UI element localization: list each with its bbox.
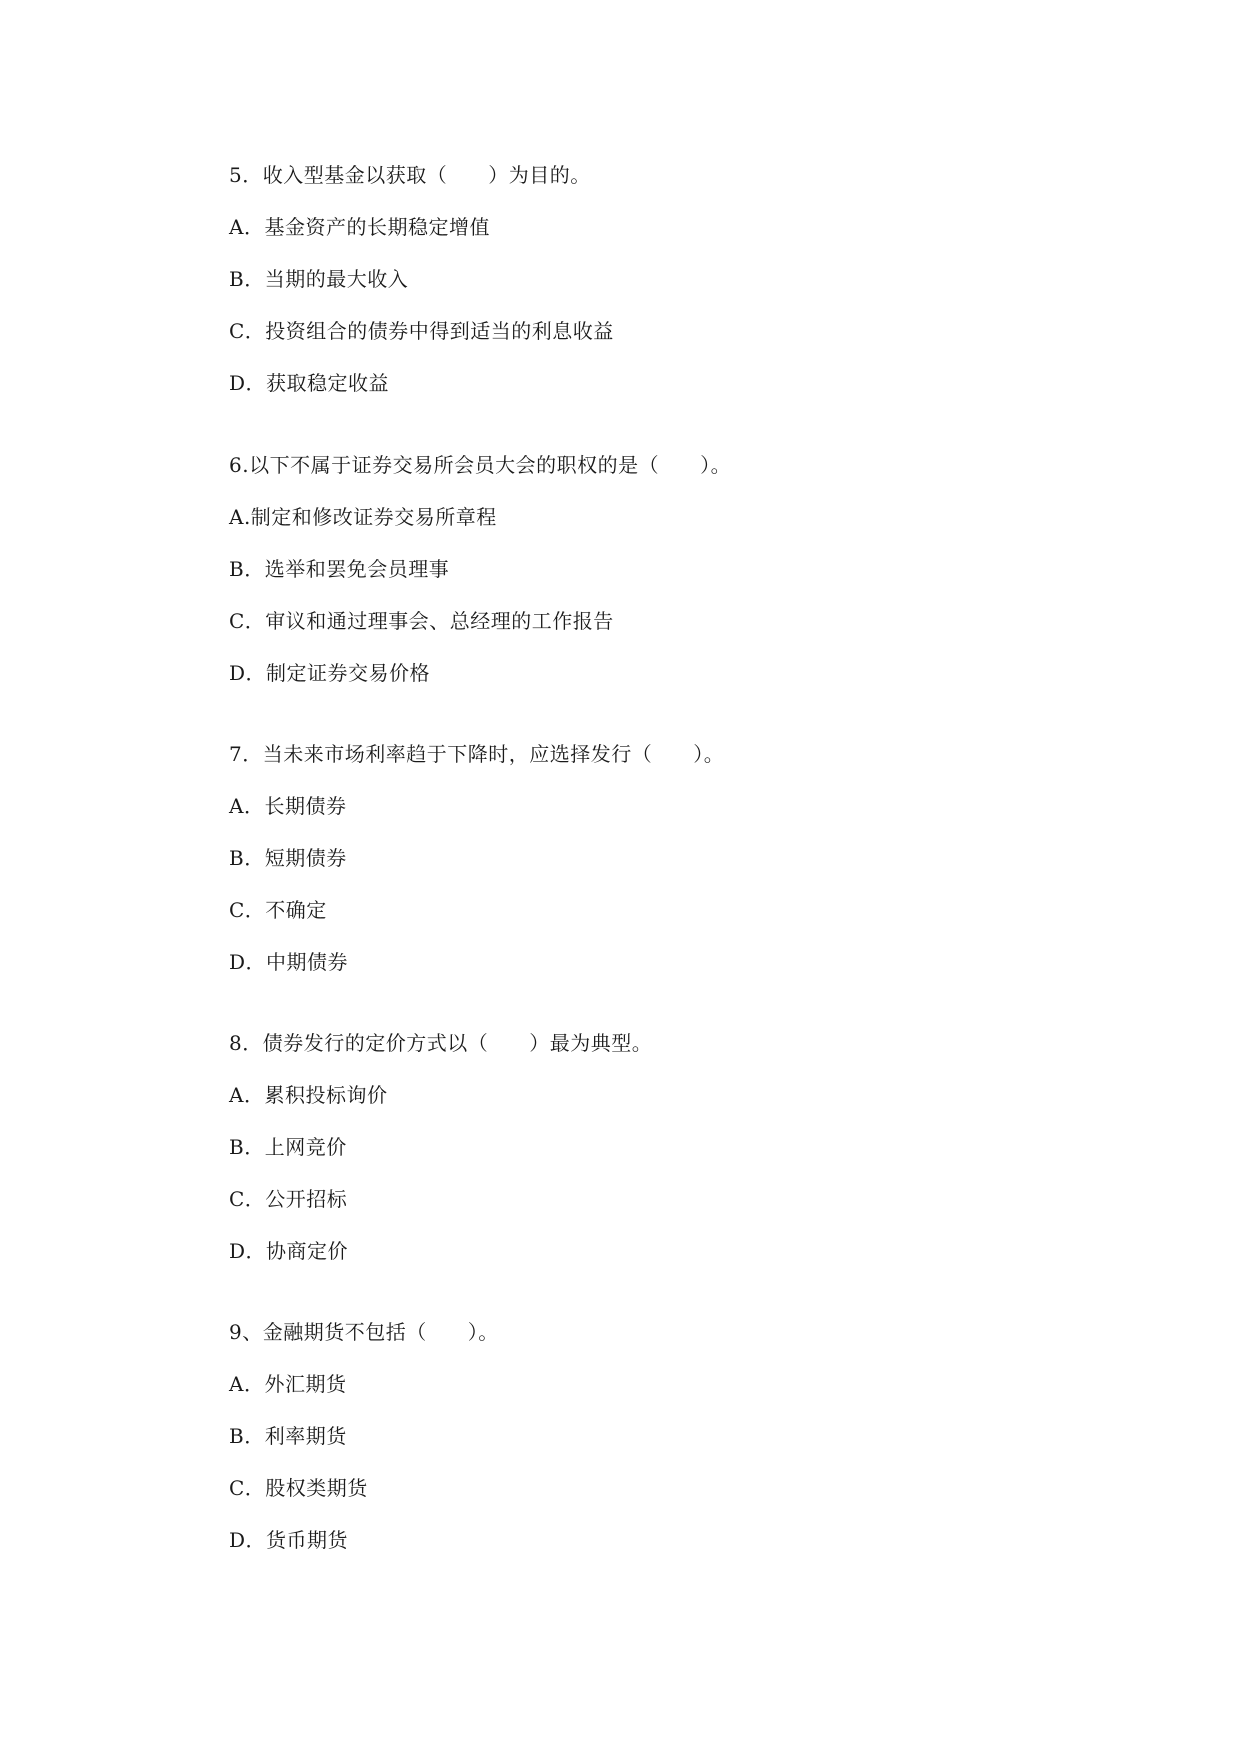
option-d: D．中期债券: [229, 950, 349, 974]
option-c: C．公开招标: [229, 1187, 348, 1211]
option-b: B．短期债券: [229, 846, 347, 870]
option-a: A．长期债券: [229, 794, 347, 818]
question-stem: 8．债券发行的定价方式以（ ）最为典型。: [229, 1031, 653, 1055]
question-8: [229, 1030, 1129, 1264]
option-a: A．基金资产的长期稳定增值: [229, 215, 490, 239]
option-d: D．制定证券交易价格: [229, 661, 431, 685]
option-b: B．选举和罢免会员理事: [229, 557, 450, 581]
option-b: B．当期的最大收入: [229, 267, 409, 291]
option-c: C．股权类期货: [229, 1476, 368, 1500]
option-d: D．协商定价: [229, 1239, 349, 1263]
option-d: D．货币期货: [229, 1528, 349, 1552]
question-9: [229, 1319, 1129, 1553]
question-stem: 7．当未来市场利率趋于下降时，应选择发行（ ）。: [229, 742, 725, 766]
option-b: B．上网竞价: [229, 1135, 347, 1159]
question-6: [229, 452, 1129, 686]
option-a: A.制定和修改证券交易所章程: [229, 505, 497, 529]
question-7: [229, 741, 1129, 975]
option-d: D．获取稳定收益: [229, 371, 390, 395]
option-c: C．审议和通过理事会、总经理的工作报告: [229, 609, 614, 633]
question-stem: 5．收入型基金以获取（ ）为目的。: [229, 163, 591, 187]
option-c: C．不确定: [229, 898, 327, 922]
option-a: A．累积投标询价: [229, 1083, 388, 1107]
option-a: A．外汇期货: [229, 1372, 347, 1396]
option-b: B．利率期货: [229, 1424, 347, 1448]
question-stem: 9、金融期货不包括（ ）。: [229, 1320, 499, 1344]
option-c: C．投资组合的债券中得到适当的利息收益: [229, 319, 614, 343]
question-5: [229, 162, 1129, 396]
question-stem: 6.以下不属于证券交易所会员大会的职权的是（ ）。: [229, 453, 732, 477]
